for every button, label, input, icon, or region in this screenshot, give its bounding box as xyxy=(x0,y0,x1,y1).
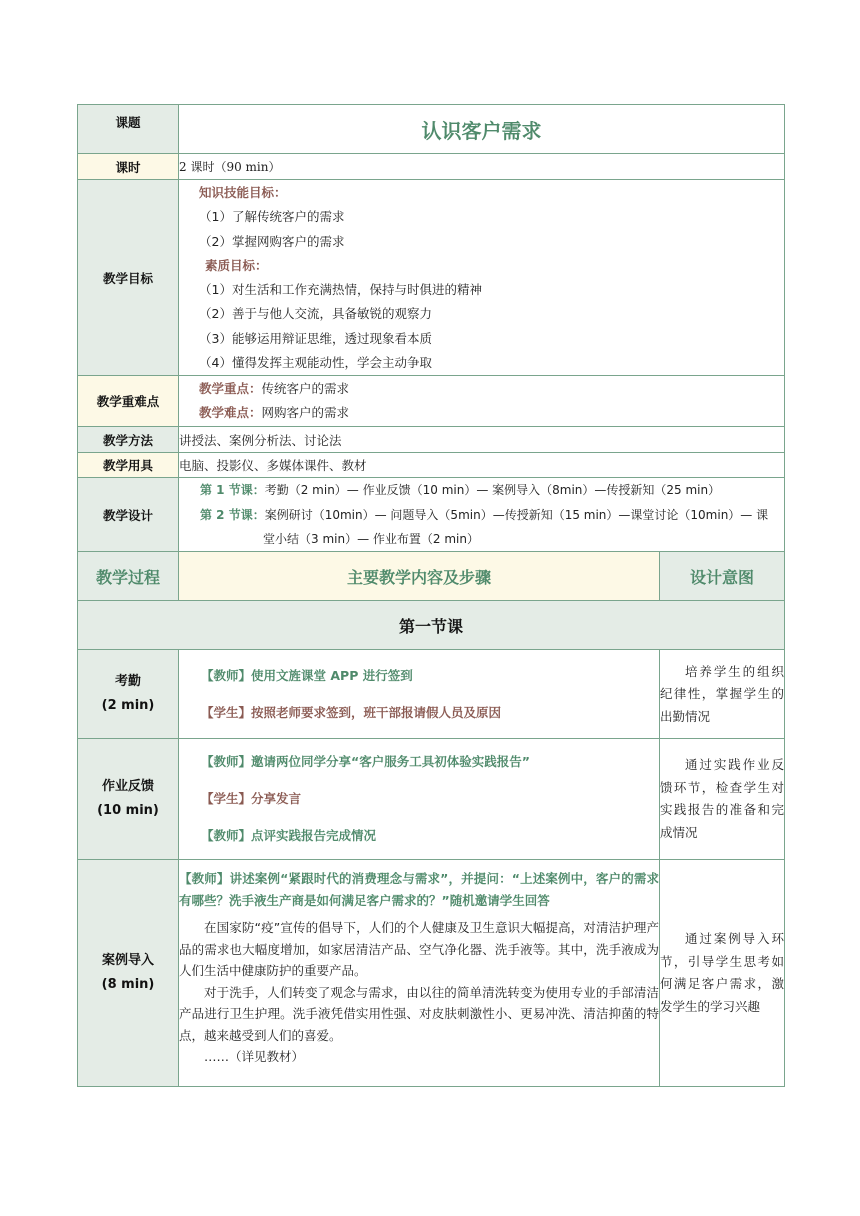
step-time: (8 min) xyxy=(101,977,155,993)
key-points-content xyxy=(179,376,785,427)
step-line-text: 邀请两位同学分享“客户服务工具初体验实践报告” xyxy=(251,754,530,770)
step-intent xyxy=(660,860,785,1087)
methods-value: 讲授法、案例分析法、讨论法 xyxy=(179,427,785,453)
difficult-point-text: 网购客户的需求 xyxy=(261,405,350,421)
process-header-col1: 教学过程 xyxy=(78,552,179,601)
teacher-tag: 【教师】 xyxy=(201,754,252,770)
methods-label: 教学方法 xyxy=(78,427,179,453)
quality-objective-item: （1）对生活和工作充满热情，保持与时俱进的精神 xyxy=(199,282,482,298)
quality-objectives-title: 素质目标： xyxy=(205,257,268,273)
step-time: (10 min) xyxy=(97,803,159,819)
step-intent-text: 培养学生的组织纪律性，掌握学生的出勤情况 xyxy=(660,663,784,724)
objectives-content xyxy=(179,180,785,376)
tools-label: 教学用具 xyxy=(78,453,179,478)
student-tag: 【学生】 xyxy=(201,791,252,807)
knowledge-objectives-title: 知识技能目标： xyxy=(199,185,287,200)
teacher-tag: 【教师】 xyxy=(201,667,252,683)
case-paragraph: 在国家防“疫”宣传的倡导下，人们的个人健康及卫生意识大幅提高，对清洁护理产品的需求也大幅度增加，如家居清洁产品、空气净化器、洗手液等。其中，洗手液成为人们生活中健康防护的重要产品。 xyxy=(179,920,659,979)
case-question: 讲述案例“紧跟时代的消费理念与需求”，并提问：“上述案例中，客户的需求有哪些？洗手液生产商是如何满足客户需求的？”随机邀请学生回答 xyxy=(179,871,659,909)
topic-label: 课题 xyxy=(78,105,179,154)
step-label xyxy=(78,739,179,860)
key-points-label: 教学重难点 xyxy=(78,376,179,427)
step-name: 作业反馈 xyxy=(101,779,154,795)
teacher-tag: 【教师】 xyxy=(201,828,252,844)
hours-value: 2 课时（90 min） xyxy=(179,154,785,180)
design-content xyxy=(179,478,785,552)
step-label xyxy=(78,860,179,1087)
step-label xyxy=(78,650,179,739)
lesson2-label: 第 2 节课： xyxy=(200,507,265,522)
difficult-point-label: 教学难点： xyxy=(199,405,262,421)
step-name: 考勤 xyxy=(114,674,141,690)
teacher-tag: 【教师】 xyxy=(179,871,230,887)
step-line-text: 按照老师要求签到，班干部报请假人员及原因 xyxy=(251,704,502,720)
key-point-label: 教学重点： xyxy=(199,381,262,397)
case-paragraph-more: ……（详见教材） xyxy=(204,1049,305,1065)
step-time: (2 min) xyxy=(101,698,155,714)
design-label: 教学设计 xyxy=(78,478,179,552)
step-name: 案例导入 xyxy=(101,953,154,969)
student-tag: 【学生】 xyxy=(201,704,252,720)
step-line-text: 分享发言 xyxy=(251,791,302,807)
quality-objective-item: （3）能够运用辩证思维，透过现象看本质 xyxy=(199,330,432,346)
step-intent xyxy=(660,739,785,860)
process-header-col2: 主要教学内容及步骤 xyxy=(179,552,660,601)
step-line-text: 点评实践报告完成情况 xyxy=(251,828,377,844)
key-point-text: 传统客户的需求 xyxy=(261,381,350,397)
process-header-col3: 设计意图 xyxy=(660,552,785,601)
step-intent xyxy=(660,650,785,739)
lesson-plan-table xyxy=(77,104,785,1087)
objectives-label: 教学目标 xyxy=(78,180,179,376)
hours-label: 课时 xyxy=(78,154,179,180)
case-paragraph: 对于洗手，人们转变了观念与需求，由以往的简单清洗转变为使用专业的手部清洁产品进行卫生护理。洗手液凭借实用性强、对皮肤刺激性小、更易冲洗、清洁抑菌的特点，越来越受到人们的喜爱。 xyxy=(179,984,659,1043)
section-title: 第一节课 xyxy=(78,601,785,650)
step-content xyxy=(179,860,660,1087)
lesson1-label: 第 1 节课： xyxy=(200,483,265,498)
step-content xyxy=(179,739,660,860)
lesson2-text-continued: 堂小结（3 min）— 作业布置（2 min） xyxy=(263,531,479,546)
quality-objective-item: （2）善于与他人交流，具备敏锐的观察力 xyxy=(199,306,432,322)
quality-objective-item: （4）懂得发挥主观能动性，学会主动争取 xyxy=(199,355,432,371)
step-content xyxy=(179,650,660,739)
topic-title: 认识客户需求 xyxy=(179,105,785,154)
knowledge-objective-item: （1）了解传统客户的需求 xyxy=(199,209,345,225)
lesson1-text: 考勤（2 min）— 作业反馈（10 min）— 案例导入（8min）—传授新知（25 min） xyxy=(264,483,721,498)
step-line-text: 使用文旌课堂 APP 进行签到 xyxy=(251,667,413,683)
knowledge-objective-item: （2）掌握网购客户的需求 xyxy=(199,233,345,249)
step-intent-text: 通过案例导入环节，引导学生思考如何满足客户需求，激发学生的学习兴趣 xyxy=(660,931,784,1014)
lesson2-text: 案例研讨（10min）— 问题导入（5min）—传授新知（15 min）—课堂讨论（10min）— 课 xyxy=(264,507,769,522)
step-intent-text: 通过实践作业反馈环节，检查学生对实践报告的准备和完成情况 xyxy=(660,757,784,840)
tools-value: 电脑、投影仪、多媒体课件、教材 xyxy=(179,453,785,478)
